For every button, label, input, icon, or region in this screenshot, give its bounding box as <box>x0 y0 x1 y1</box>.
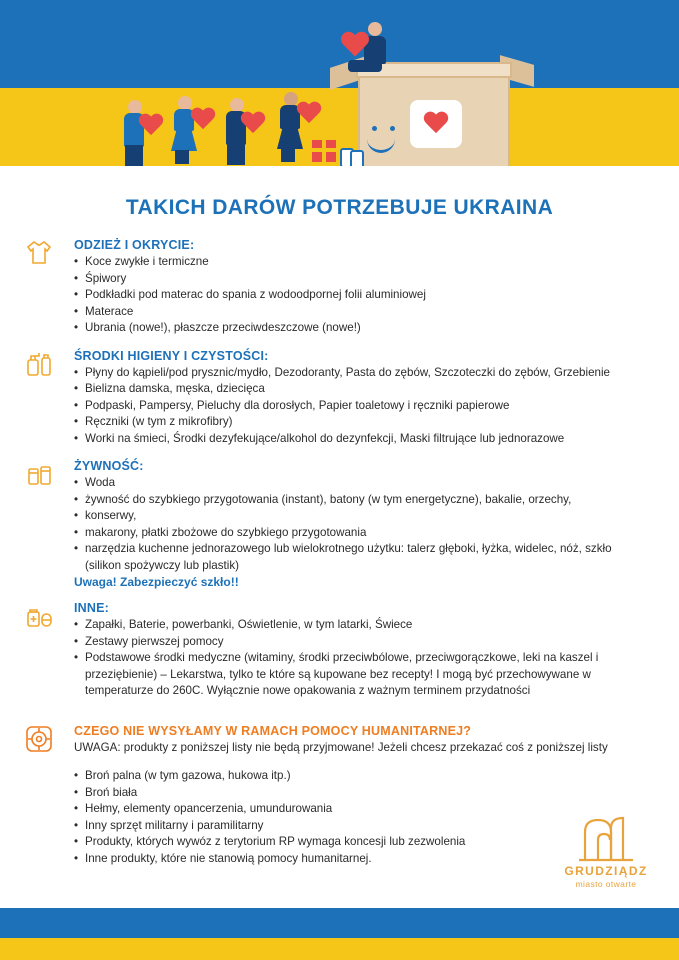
section-items <box>74 254 634 337</box>
logo-name: GRUDZIĄDZ <box>564 864 648 878</box>
list-item: • Podkładki pod materac do spania z wodoodpornej folii aluminiowej <box>74 287 634 304</box>
list-item: • Worki na śmieci, Środki dezyfekujące/alkohol do dezynfekcji, Maski filtrujące lub jednorazowe <box>74 431 634 448</box>
header-banner <box>0 0 679 172</box>
section-hygiene <box>74 349 634 448</box>
section-food <box>74 459 634 589</box>
section-heading: INNE: <box>74 601 110 615</box>
list-item: • Bielizna damska, męska, dziecięca <box>74 381 634 398</box>
list-item: • Inny sprzęt militarny i paramilitarny <box>74 818 634 835</box>
section-items <box>74 617 634 700</box>
section-items <box>74 475 634 574</box>
banner-bottom-strip <box>0 166 679 172</box>
list-item: • Zapałki, Baterie, powerbanki, Oświetlenie, w tym latarki, Świece <box>74 617 634 634</box>
section-heading: CZEGO NIE WYSYŁAMY W RAMACH POMOCY HUMANITARNEJ? <box>74 723 472 738</box>
logo-tagline: miasto otwarte <box>575 879 637 889</box>
section-other <box>74 601 634 700</box>
list-item: • Podstawowe środki medyczne (witaminy, środki przeciwbólowe, przeciwgorączkowe, leki na kaszel i przeziębienie) – Lekarstwa, tylko te które są kupowane bez recepty! I mogą być przechowywane w temperaturze do 260C. Wyłącznie nowe opakowania z ważnym terminem przydatności <box>74 650 634 700</box>
page-title: TAKICH DARÓW POTRZEBUJE UKRAINA <box>125 196 554 219</box>
list-item: • Podpaski, Pampersy, Pieluchy dla dorosłych, Papier toaletowy i ręczniki papierowe <box>74 398 634 415</box>
section-intro: UWAGA: produkty z poniższej listy nie będą przyjmowane! Jeżeli chcesz przekazać coś z poniższej listy <box>74 740 608 754</box>
section-heading: ODZIEŻ I OKRYCIE: <box>74 238 195 252</box>
section-items <box>74 365 634 448</box>
list-item: • żywność do szybkiego przygotowania (instant), batony (w tym energetyczne), bakalie, orzechy, <box>74 492 634 509</box>
list-item: • Materace <box>74 304 634 321</box>
box-eye-right <box>390 126 395 131</box>
footer-yellow-band <box>0 938 679 960</box>
section-note: Uwaga! Zabezpieczyć szkło!! <box>74 575 239 589</box>
soap-bottle-icon <box>22 347 56 381</box>
medicine-icon <box>22 599 56 633</box>
section-heading: ŻYWNOŚĆ: <box>74 459 144 473</box>
section-heading: ŚRODKI HIGIENY I CZYSTOŚCI: <box>74 348 269 363</box>
list-item: • narzędzia kuchenne jednorazowego lub wielokrotnego użytku: talerz głęboki, łyżka, widelec, nóż, szkło (silikon spożywczy lub plastik) <box>74 541 634 574</box>
list-item: • Koce zwykłe i termiczne <box>74 254 634 271</box>
list-item: • Zestawy pierwszej pomocy <box>74 634 634 651</box>
no-entry-target-icon <box>22 722 56 756</box>
box-eye-left <box>372 126 377 131</box>
section-not-accepted <box>74 724 634 868</box>
list-item: • Ręczniki (w tym z mikrofibry) <box>74 414 634 431</box>
list-item: • Woda <box>74 475 634 492</box>
list-item: • Inne produkty, które nie stanowią pomocy humanitarnej. <box>74 851 634 868</box>
content-area <box>74 238 634 879</box>
list-item: • makarony, płatki zbożowe do szybkiego przygotowania <box>74 525 634 542</box>
list-item: • Hełmy, elementy opancerzenia, umundurowania <box>74 801 634 818</box>
tshirt-icon <box>22 236 56 270</box>
city-logo <box>558 810 654 894</box>
footer-blue-band <box>0 908 679 938</box>
list-item: • Broń biała <box>74 785 634 802</box>
section-items <box>74 768 634 867</box>
list-item: • konserwy, <box>74 508 634 525</box>
list-item: • Płyny do kąpieli/pod prysznic/mydło, Dezodoranty, Pasta do zębów, Szczoteczki do zębów, Grzebienie <box>74 365 634 382</box>
list-item: • Śpiwory <box>74 271 634 288</box>
list-item: • Ubrania (nowe!), płaszcze przeciwdeszczowe (nowe!) <box>74 320 634 337</box>
gift-box-icon <box>312 140 336 162</box>
heart-icon <box>410 100 462 148</box>
section-clothing <box>74 238 634 337</box>
list-item: • Broń palna (w tym gazowa, hukowa itp.) <box>74 768 634 785</box>
list-item: • Produkty, których wywóz z terytorium RP wymaga koncesji lub zezwolenia <box>74 834 634 851</box>
food-can-icon <box>22 457 56 491</box>
